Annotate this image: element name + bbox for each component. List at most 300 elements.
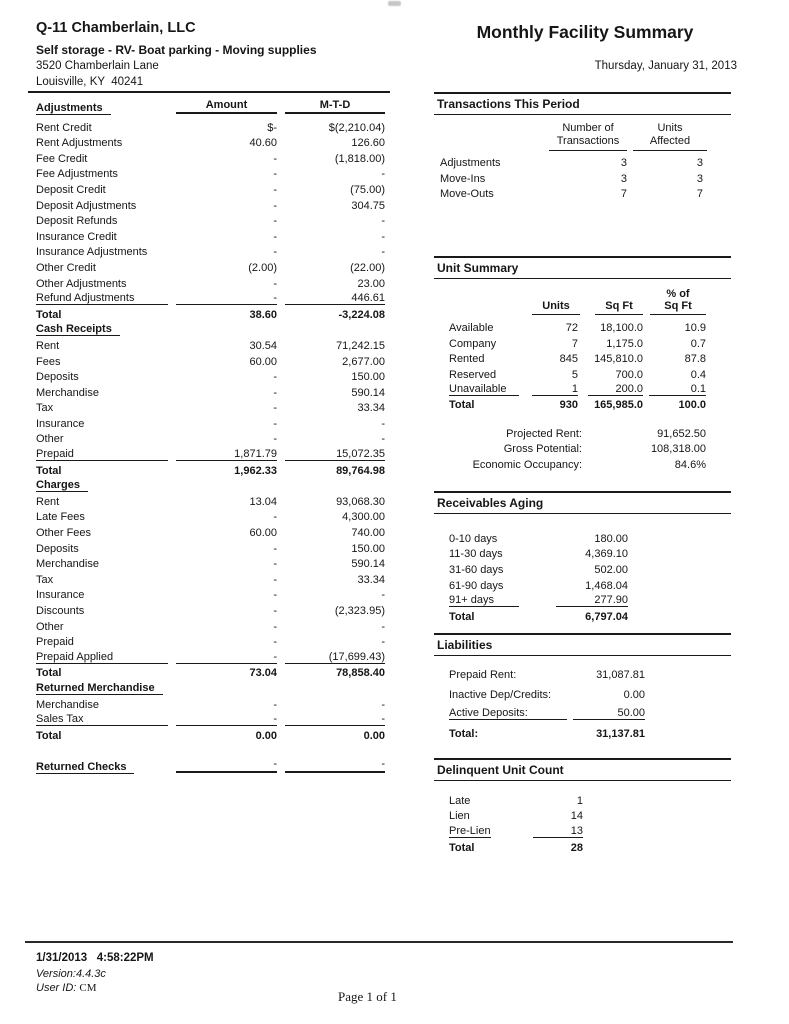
row-label: Total xyxy=(36,308,62,321)
table-row xyxy=(36,180,385,196)
label-cell: Unavailable xyxy=(449,383,519,396)
mtd-value: -3,224.08 xyxy=(338,308,385,321)
mtd-value: - xyxy=(381,433,385,446)
mtd-value: - xyxy=(381,230,385,243)
label-cell: Reserved xyxy=(449,368,497,381)
table-row xyxy=(36,555,385,571)
user-id-value: CM xyxy=(79,982,97,994)
row-label: Other Adjustments xyxy=(36,277,127,290)
row-label: Fees xyxy=(36,355,61,368)
amount-value: - xyxy=(273,402,277,415)
liabilities-section xyxy=(434,633,731,744)
financial-table-body xyxy=(36,118,385,742)
mtd-value: 89,764.98 xyxy=(336,464,385,477)
row-label: Discounts xyxy=(36,605,85,617)
table-row xyxy=(434,396,731,411)
column-header-pct-sqft: Sq Ft xyxy=(650,300,706,315)
mtd-value: - xyxy=(381,215,385,228)
units-cell: 1 xyxy=(532,383,578,396)
value-cell: 277.90 xyxy=(556,594,628,607)
table-row xyxy=(36,523,385,539)
mtd-value: - xyxy=(381,620,385,633)
table-row xyxy=(36,274,385,290)
table-row xyxy=(36,383,385,399)
column-header-mtd: M-T-D xyxy=(285,99,385,114)
row-label: Deposits xyxy=(36,542,79,555)
mtd-value: 71,242.15 xyxy=(336,339,385,352)
table-row xyxy=(36,445,385,461)
table-row xyxy=(434,350,731,365)
table-row xyxy=(434,791,731,807)
row-label: Deposit Credit xyxy=(36,183,106,196)
column-header-line: Affected xyxy=(649,135,691,147)
table-row xyxy=(434,725,731,740)
column-header-number-of-transactions xyxy=(549,122,627,151)
label-cell: Projected Rent: xyxy=(506,427,582,440)
table-row xyxy=(36,664,385,680)
mtd-value: - xyxy=(381,636,385,649)
mtd-value: 590.14 xyxy=(351,386,385,399)
mtd-value: 33.34 xyxy=(357,573,385,586)
value-cell: 502.00 xyxy=(594,564,628,577)
units-cell: 7 xyxy=(696,188,703,201)
table-row xyxy=(434,545,731,561)
mtd-value: 446.61 xyxy=(285,292,385,305)
software-version xyxy=(36,968,106,980)
label-cell: Lien xyxy=(449,810,470,823)
row-label: Tax xyxy=(36,402,54,415)
label-cell: Move-Ins xyxy=(440,172,486,185)
row-label: Returned Checks xyxy=(36,761,168,773)
row-label: Fee Credit xyxy=(36,152,88,165)
row-label: Other Fees xyxy=(36,527,92,540)
table-row xyxy=(36,586,385,602)
table-row xyxy=(434,686,731,701)
row-label: Deposit Adjustments xyxy=(36,199,137,212)
report-date: Thursday, January 31, 2013 xyxy=(594,60,737,72)
value-cell: 6,797.04 xyxy=(585,611,628,624)
row-label: Prepaid xyxy=(36,636,74,649)
amount-value: - xyxy=(176,713,277,726)
table-row xyxy=(434,334,731,349)
row-label: Other xyxy=(36,620,64,633)
table-row xyxy=(36,430,385,446)
units-cell: 930 xyxy=(559,399,578,412)
value-cell: 14 xyxy=(570,810,583,823)
report-title: Monthly Facility Summary xyxy=(476,22,694,42)
section-heading-row xyxy=(36,477,385,493)
section-title: Liabilities xyxy=(434,633,731,656)
label-cell: Inactive Dep/Credits: xyxy=(449,688,552,701)
amount-value: - xyxy=(273,542,277,555)
table-row xyxy=(36,539,385,555)
label-cell: 61-90 days xyxy=(449,579,504,592)
table-row xyxy=(36,212,385,228)
delinquent-rows xyxy=(434,791,731,854)
mtd-value: (1,818.00) xyxy=(334,152,385,165)
label-cell: Late xyxy=(449,794,471,807)
row-label: Rent xyxy=(36,339,60,352)
delinquent-unit-count-section xyxy=(434,758,731,854)
units-cell: 845 xyxy=(559,353,578,366)
column-header-line: Number of xyxy=(562,122,614,134)
table-row xyxy=(36,149,385,165)
sqft-cell: 165,985.0 xyxy=(594,399,643,412)
amount-value: - xyxy=(273,433,277,446)
row-label: Sales Tax xyxy=(36,713,168,726)
amount-value: - xyxy=(273,183,277,196)
section-title: Delinquent Unit Count xyxy=(434,758,731,781)
table-row xyxy=(434,381,731,396)
amount-value: 60.00 xyxy=(249,527,277,540)
row-label: Total xyxy=(36,464,62,477)
amount-value: 13.04 xyxy=(249,495,277,508)
table-row xyxy=(36,243,385,259)
sqft-cell: 1,175.0 xyxy=(606,337,643,350)
transactions-cell: 7 xyxy=(620,188,627,201)
amount-value: 60.00 xyxy=(249,355,277,368)
amount-value: 30.54 xyxy=(249,339,277,352)
amount-value: 40.60 xyxy=(249,137,277,150)
mtd-value: 304.75 xyxy=(351,199,385,212)
pct-cell: 0.7 xyxy=(690,337,706,350)
company-tagline: Self storage - RV- Boat parking - Moving supplies xyxy=(36,43,317,57)
mtd-value: 2,677.00 xyxy=(342,355,385,368)
row-label: Deposit Refunds xyxy=(36,215,118,228)
mtd-value: 33.34 xyxy=(357,402,385,415)
row-label: Merchandise xyxy=(36,698,99,711)
table-row xyxy=(434,365,731,380)
amount-value: - xyxy=(273,698,277,711)
mtd-value: (22.00) xyxy=(350,261,385,274)
returned-checks-row xyxy=(36,758,385,774)
mtd-value: 15,072.35 xyxy=(285,448,385,461)
table-row xyxy=(36,196,385,212)
mtd-value: 150.00 xyxy=(351,371,385,384)
units-cell: 3 xyxy=(696,172,703,185)
amount-value: 0.00 xyxy=(255,729,277,742)
table-row xyxy=(434,319,731,334)
user-id xyxy=(36,982,97,994)
table-row xyxy=(434,592,731,608)
amount-value: - xyxy=(273,246,277,259)
table-row xyxy=(36,570,385,586)
amount-value: - xyxy=(273,511,277,524)
section-title: Transactions This Period xyxy=(434,92,731,115)
table-row xyxy=(36,633,385,649)
table-row xyxy=(36,726,385,742)
row-label: Prepaid Applied xyxy=(36,651,168,664)
amount-value: - xyxy=(176,758,277,773)
mtd-value: (2,323.95) xyxy=(334,605,385,617)
table-row xyxy=(434,529,731,545)
amount-value: - xyxy=(273,277,277,290)
sqft-cell: 18,100.0 xyxy=(600,322,643,335)
units-cell: 72 xyxy=(565,322,578,335)
financial-table xyxy=(36,96,385,773)
row-label: Insurance xyxy=(36,589,85,602)
value-cell: 180.00 xyxy=(594,532,628,545)
label-cell: Move-Outs xyxy=(440,188,494,201)
transactions-cell: 3 xyxy=(620,157,627,170)
row-label: Other xyxy=(36,433,64,446)
section-heading-row xyxy=(36,679,385,695)
mtd-value: 590.14 xyxy=(351,558,385,571)
version-label: Version: xyxy=(36,968,76,980)
label-cell: Company xyxy=(449,337,497,350)
mtd-value: 0.00 xyxy=(363,729,385,742)
table-row xyxy=(434,455,731,470)
value-cell: 0.00 xyxy=(623,688,645,701)
amount-value: - xyxy=(176,292,277,305)
amount-value: - xyxy=(273,636,277,649)
unit-summary-column-headers xyxy=(434,300,731,315)
row-label: Tax xyxy=(36,573,54,586)
table-row xyxy=(36,399,385,415)
sqft-cell: 145,810.0 xyxy=(594,353,643,366)
table-row xyxy=(434,185,731,200)
pct-cell: 87.8 xyxy=(684,353,706,366)
unit-summary-section xyxy=(434,256,731,471)
mtd-value: 4,300.00 xyxy=(342,511,385,524)
label-cell: 11-30 days xyxy=(449,548,503,561)
amount-value: $- xyxy=(267,121,277,134)
units-cell: 3 xyxy=(696,157,703,170)
section-heading-label: Charges xyxy=(36,479,88,492)
sqft-cell: 200.0 xyxy=(588,383,643,396)
amount-value: - xyxy=(176,651,277,664)
unit-summary-metrics xyxy=(434,424,731,470)
table-row xyxy=(434,822,731,838)
value-cell: 108,318.00 xyxy=(650,443,706,456)
mtd-value: 740.00 xyxy=(351,527,385,540)
amount-value: - xyxy=(273,215,277,228)
section-heading-label: Cash Receipts xyxy=(36,323,120,336)
mtd-value: 150.00 xyxy=(351,542,385,555)
mtd-value: (75.00) xyxy=(350,183,385,196)
value-cell: 31,137.81 xyxy=(596,727,645,740)
table-row xyxy=(36,305,385,321)
amount-value: - xyxy=(273,386,277,399)
label-cell: 91+ days xyxy=(449,594,519,607)
table-row xyxy=(36,508,385,524)
table-row xyxy=(36,134,385,150)
table-row xyxy=(36,711,385,727)
column-header-units: Units xyxy=(532,300,580,315)
table-row xyxy=(36,258,385,274)
footer-rule xyxy=(25,941,733,943)
table-row xyxy=(36,461,385,477)
row-label: Other Credit xyxy=(36,261,96,274)
receivables-rows xyxy=(434,529,731,623)
mtd-value: - xyxy=(285,758,385,773)
table-row xyxy=(36,336,385,352)
value-cell: 50.00 xyxy=(573,707,645,720)
pct-cell: 100.0 xyxy=(678,399,706,412)
row-label: Insurance xyxy=(36,417,85,430)
mtd-value: - xyxy=(381,246,385,259)
sqft-cell: 700.0 xyxy=(615,368,643,381)
column-header-adjustments: Adjustments xyxy=(36,102,168,114)
version-value: 4.4.3c xyxy=(75,968,106,980)
table-row xyxy=(434,169,731,184)
pct-cell: 0.1 xyxy=(649,383,706,396)
label-cell: Adjustments xyxy=(440,157,501,170)
table-row xyxy=(36,227,385,243)
mtd-value: - xyxy=(381,417,385,430)
amount-value: 1,962.33 xyxy=(234,464,277,477)
amount-value: - xyxy=(273,589,277,602)
table-row xyxy=(36,290,385,306)
value-cell: 1,468.04 xyxy=(585,579,628,592)
transactions-rows xyxy=(434,154,731,200)
transactions-column-headers xyxy=(434,122,731,151)
column-header-line: Transactions xyxy=(556,135,620,147)
units-cell: 7 xyxy=(571,337,578,350)
amount-value: 1,871.79 xyxy=(176,448,277,461)
table-row xyxy=(36,695,385,711)
row-label: Merchandise xyxy=(36,558,99,571)
value-cell: 13 xyxy=(533,825,583,838)
pct-cell: 0.4 xyxy=(690,368,706,381)
scan-artifact xyxy=(388,1,401,6)
table-row xyxy=(434,560,731,576)
label-cell: Rented xyxy=(449,353,485,366)
table-row xyxy=(36,648,385,664)
label-cell: Active Deposits: xyxy=(449,707,567,720)
mtd-value: (17,699.43) xyxy=(285,651,385,664)
amount-value: - xyxy=(273,371,277,384)
label-cell: Prepaid Rent: xyxy=(449,669,517,681)
amount-value: 73.04 xyxy=(249,667,277,680)
row-label: Prepaid xyxy=(36,448,168,461)
section-heading-row xyxy=(36,321,385,337)
table-row xyxy=(434,576,731,592)
amount-value: - xyxy=(273,199,277,212)
table-row xyxy=(36,617,385,633)
section-title: Unit Summary xyxy=(434,256,731,279)
label-cell: Economic Occupancy: xyxy=(472,458,582,471)
row-label: Refund Adjustments xyxy=(36,292,168,305)
label-cell: Total: xyxy=(449,727,479,740)
amount-value: (2.00) xyxy=(248,261,277,274)
label-cell: 0-10 days xyxy=(449,532,498,545)
column-header-sqft: Sq Ft xyxy=(595,300,643,315)
mtd-value: 93,068.30 xyxy=(336,495,385,508)
mtd-value: - xyxy=(381,698,385,711)
transactions-cell: 3 xyxy=(620,172,627,185)
table-row xyxy=(36,601,385,617)
row-label: Fee Adjustments xyxy=(36,168,118,181)
column-header-units-affected xyxy=(633,122,707,151)
column-header-line: Units xyxy=(657,122,683,134)
label-cell: Total xyxy=(449,841,475,854)
row-label: Late Fees xyxy=(36,511,85,524)
page-number: Page 1 of 1 xyxy=(338,989,397,1004)
row-label: Merchandise xyxy=(36,386,99,399)
amount-value: - xyxy=(273,558,277,571)
print-datetime: 1/31/2013 4:58:22PM xyxy=(36,952,154,964)
label-cell: Gross Potential: xyxy=(503,443,582,456)
table-row xyxy=(36,414,385,430)
column-header-amount: Amount xyxy=(176,99,277,114)
value-cell: 28 xyxy=(570,841,583,854)
table-row xyxy=(36,165,385,181)
value-cell: 1 xyxy=(576,794,583,807)
amount-value: - xyxy=(273,152,277,165)
label-cell: Pre-Lien xyxy=(449,825,491,838)
label-cell: Total xyxy=(449,611,475,624)
row-label: Insurance Credit xyxy=(36,230,117,243)
table-row xyxy=(434,607,731,623)
value-cell: 84.6% xyxy=(674,458,706,471)
value-cell: 31,087.81 xyxy=(596,669,645,681)
row-label: Deposits xyxy=(36,371,79,384)
table-row xyxy=(434,154,731,169)
amount-value: - xyxy=(273,605,277,617)
table-row xyxy=(36,118,385,134)
amount-value: 38.60 xyxy=(249,308,277,321)
row-label: Rent Adjustments xyxy=(36,137,123,150)
table-row xyxy=(434,440,731,455)
units-cell: 5 xyxy=(571,368,578,381)
table-row xyxy=(36,492,385,508)
amount-value: - xyxy=(273,417,277,430)
unit-summary-rows xyxy=(434,319,731,411)
table-row xyxy=(434,424,731,439)
header-rule xyxy=(28,91,390,93)
amount-value: - xyxy=(273,620,277,633)
financial-table-header xyxy=(36,96,385,114)
table-row xyxy=(434,838,731,854)
transactions-section xyxy=(434,92,731,200)
mtd-value: - xyxy=(285,713,385,726)
value-cell: 91,652.50 xyxy=(657,427,706,440)
amount-value: - xyxy=(273,573,277,586)
mtd-value: 126.60 xyxy=(351,137,385,150)
pct-cell: 10.9 xyxy=(684,322,706,335)
table-row xyxy=(434,705,731,720)
section-title: Receivables Aging xyxy=(434,491,731,514)
column-header-pct-top: % of xyxy=(666,288,690,300)
table-row xyxy=(36,352,385,368)
row-label: Insurance Adjustments xyxy=(36,246,148,259)
label-cell: 31-60 days xyxy=(449,564,504,577)
row-label: Total xyxy=(36,729,62,742)
label-cell: Available xyxy=(449,322,494,335)
label-cell: Total xyxy=(449,399,475,412)
mtd-value: - xyxy=(381,589,385,602)
address-line1: 3520 Chamberlain Lane xyxy=(36,60,159,72)
mtd-value: - xyxy=(381,168,385,181)
amount-value: - xyxy=(273,168,277,181)
user-id-label: User ID: xyxy=(36,982,80,994)
table-row xyxy=(434,666,731,681)
address-line2: Louisville, KY 40241 xyxy=(36,76,144,88)
amount-value: - xyxy=(273,230,277,243)
table-row xyxy=(36,368,385,384)
row-label: Total xyxy=(36,667,62,680)
liabilities-rows xyxy=(434,666,731,740)
company-name: Q-11 Chamberlain, LLC xyxy=(36,20,196,36)
value-cell: 4,369.10 xyxy=(585,548,628,561)
mtd-value: 78,858.40 xyxy=(336,667,385,680)
section-heading-label: Returned Merchandise xyxy=(36,682,163,695)
receivables-aging-section xyxy=(434,491,731,623)
table-row xyxy=(434,807,731,823)
row-label: Rent xyxy=(36,495,60,508)
mtd-value: 23.00 xyxy=(357,277,385,290)
